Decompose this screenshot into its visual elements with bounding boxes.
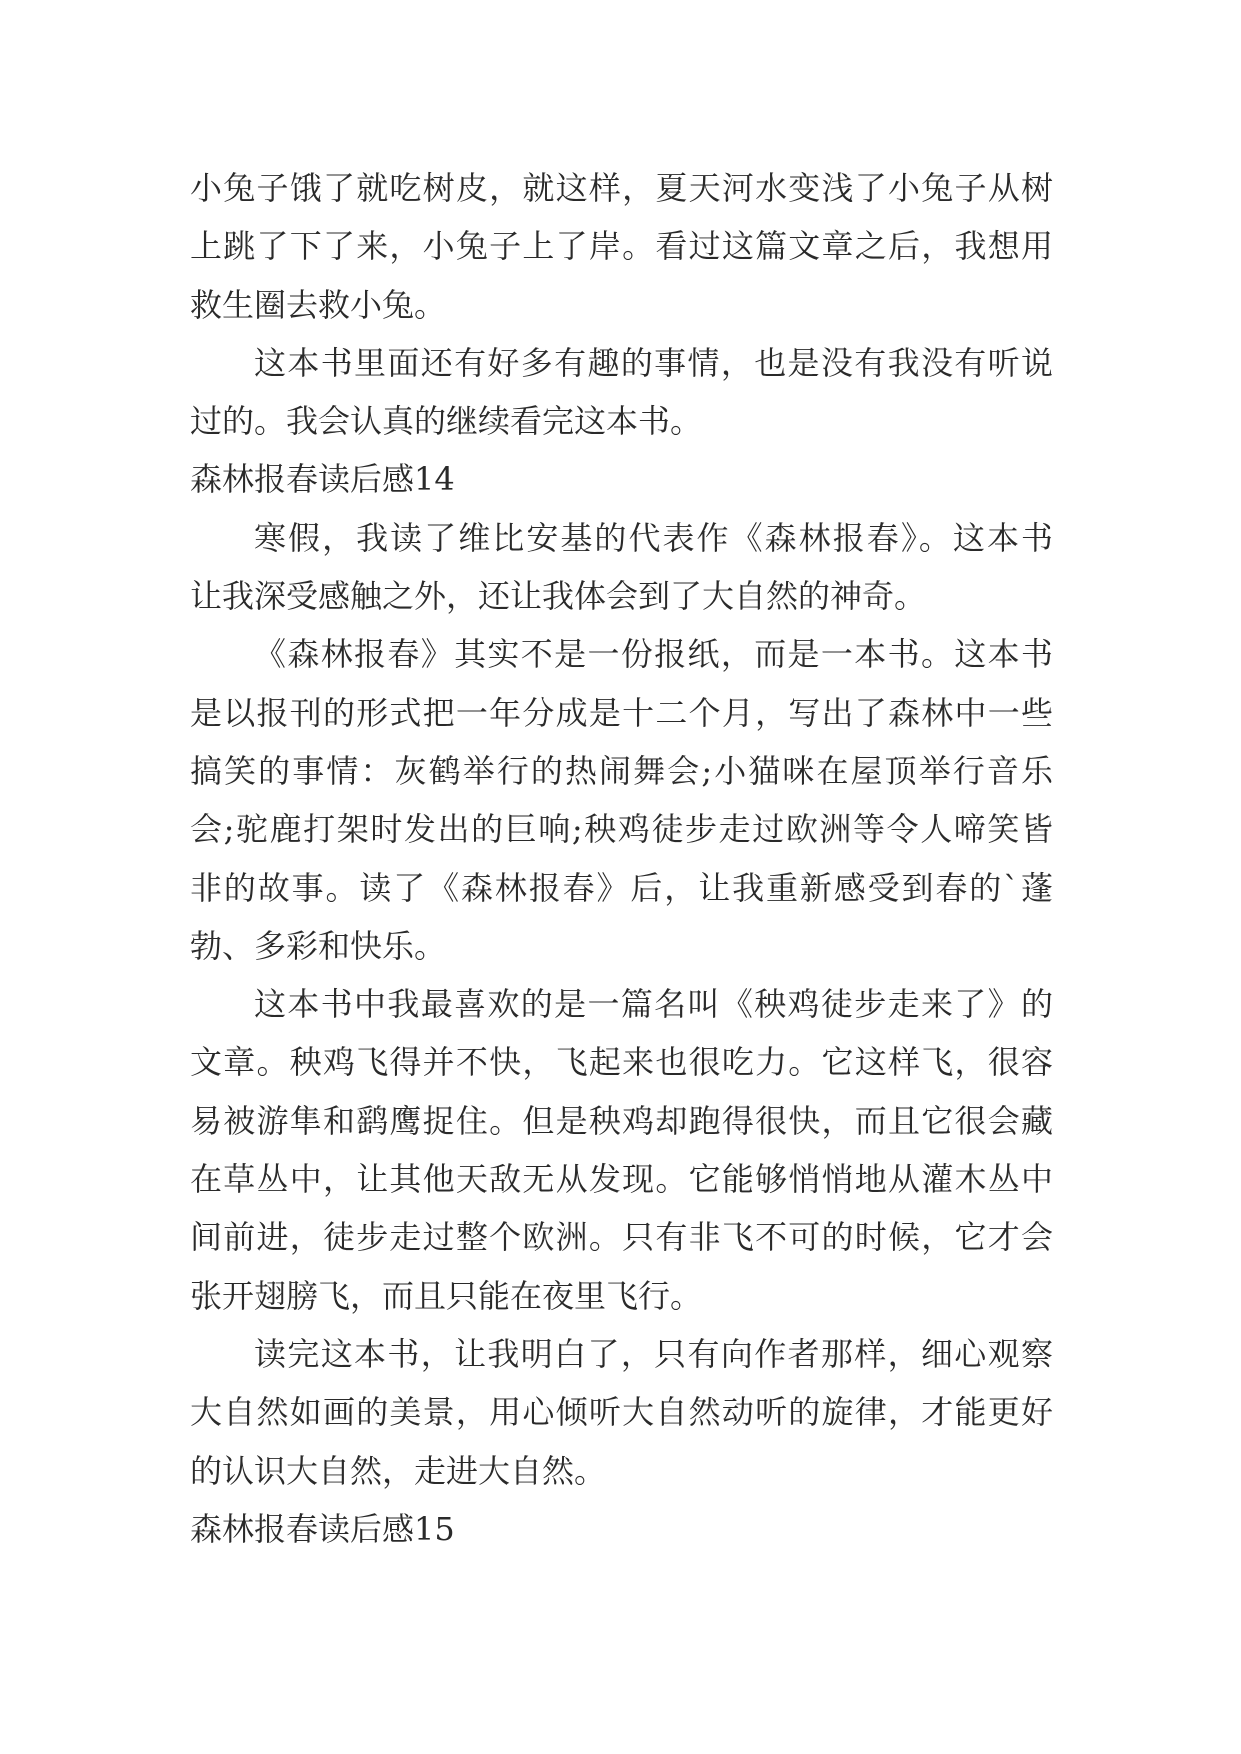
text-line: 《森林报春》其实不是一份报纸，而是一本书。这本书 [254, 635, 1053, 674]
text-line: 易被游隼和鹞鹰捉住。但是秧鸡却跑得很快，而且它很会藏 [190, 1101, 1053, 1140]
text-line: 文章。秧鸡飞得并不快，飞起来也很吃力。它这样飞，很容 [190, 1043, 1053, 1082]
text-line: 勃、多彩和快乐。 [190, 926, 447, 965]
text-line: 读完这本书，让我明白了，只有向作者那样，细心观察 [254, 1334, 1053, 1373]
text-line: 张开翅膀飞，而且只能在夜里飞行。 [190, 1276, 703, 1315]
text-line: 这本书中我最喜欢的是一篇名叫《秧鸡徒步走来了》的 [254, 985, 1053, 1024]
text-line: 会;驼鹿打架时发出的巨响;秧鸡徒步走过欧洲等令人啼笑皆 [190, 810, 1053, 849]
text-line: 过的。我会认真的继续看完这本书。 [190, 402, 703, 441]
text-line: 在草丛中，让其他天敌无从发现。它能够悄悄地从灌木丛中 [190, 1160, 1053, 1199]
paragraph [190, 159, 1053, 334]
text-line: 救生圈去救小兔。 [190, 285, 447, 324]
section-heading: 森林报春读后感15 [190, 1509, 455, 1548]
section-heading: 森林报春读后感14 [190, 460, 455, 499]
text-line: 大自然如画的美景，用心倾听大自然动听的旋律，才能更好 [190, 1393, 1053, 1432]
paragraph [190, 334, 1053, 451]
text-line: 非的故事。读了《森林报春》后，让我重新感受到春的`蓬 [190, 868, 1053, 907]
text-line: 让我深受感触之外，还让我体会到了大自然的神奇。 [190, 577, 927, 616]
paragraph [190, 1325, 1053, 1500]
text-line: 搞笑的事情：灰鹤举行的热闹舞会;小猫咪在屋顶举行音乐 [190, 751, 1053, 790]
paragraph [190, 509, 1053, 626]
text-line: 是以报刊的形式把一年分成是十二个月，写出了森林中一些 [190, 693, 1053, 732]
text-line: 的认识大自然，走进大自然。 [190, 1451, 607, 1490]
paragraph [190, 975, 1053, 1325]
paragraph [190, 625, 1053, 975]
text-line: 间前进，徒步走过整个欧洲。只有非飞不可的时候，它才会 [190, 1218, 1053, 1257]
text-line: 这本书里面还有好多有趣的事情，也是没有我没有听说 [254, 343, 1053, 382]
text-line: 寒假，我读了维比安基的代表作《森林报春》。这本书 [254, 518, 1053, 557]
text-line: 上跳了下了来，小兔子上了岸。看过这篇文章之后，我想用 [190, 227, 1053, 266]
document-body [190, 159, 1053, 1558]
text-line: 小兔子饿了就吃树皮，就这样，夏天河水变浅了小兔子从树 [190, 169, 1053, 207]
